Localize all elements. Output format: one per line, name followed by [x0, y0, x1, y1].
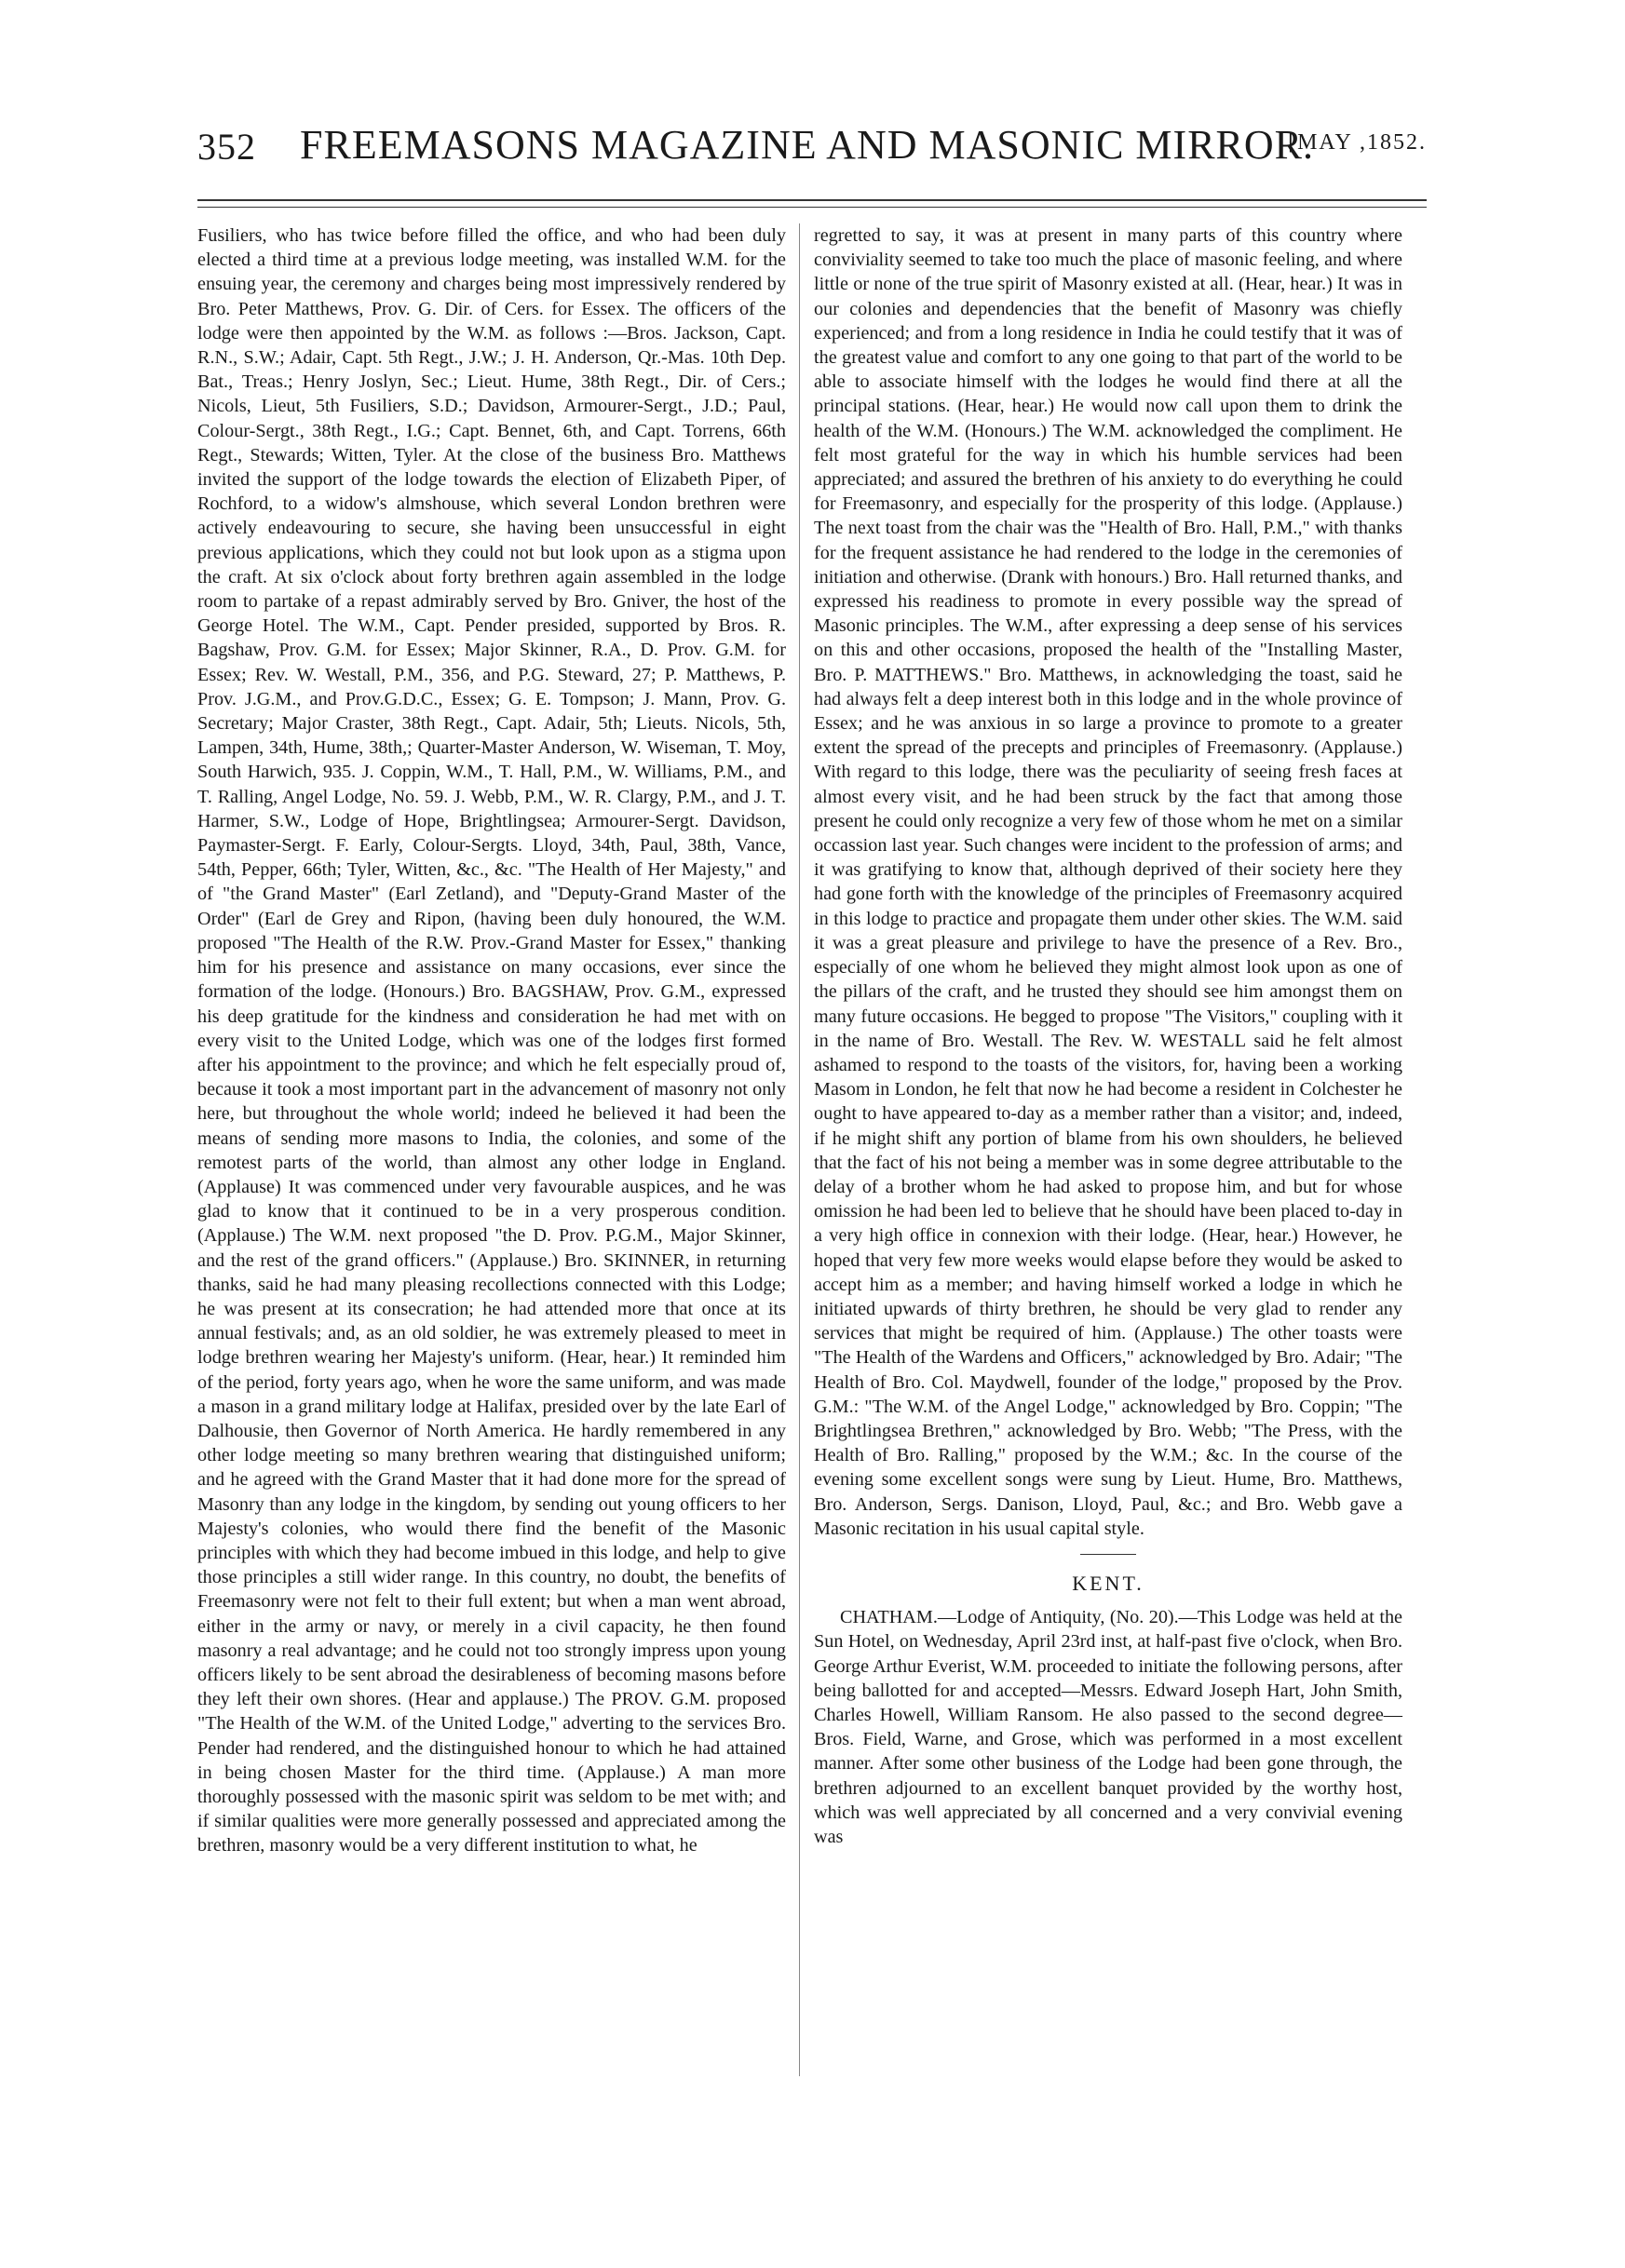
left-column-paragraph: Fusiliers, who has twice before filled the office, and who had been duly elected a third time at a previous lodge meeting, was installed W.M. for the ensuing year, the ceremony and charges being most impressively rendered by Bro. Peter Matthews, Prov. G. Dir. of Cers. for Essex. The officers of the lodge were then appointed by the W.M. as follows :—Bros. Jackson, Capt. R.N., S.W.; Adair, Capt. 5th Regt., J.W.; J. H. Anderson, Qr.-Mas. 10th Dep. Bat., Treas.; Henry Joslyn, Sec.; Lieut. Hume, 38th Regt., Dir. of Cers.; Nicols, Lieut, 5th Fusiliers, S.D.; Davidson, Armourer-Sergt., J.D.; Paul, Colour-Sergt., 38th Regt., I.G.; Capt. Bennet, 6th, and Capt. Torrens, 66th Regt., Stewards; Witten, Tyler. At the close of the business Bro. Matthews invited the support of the lodge towards the election of Elizabeth Piper, of Rochford, to a widow's almshouse, which several London brethren were actively endeavouring to secure, she having been unsuccessful in eight previous applications, which they could not but look upon as a stigma upon the craft. At six o'clock about forty brethren again assembled in the lodge room to partake of a repast admirably served by Bro. Gniver, the host of the George Hotel. The W.M., Capt. Pender presided, supported by Bros. R. Bagshaw, Prov. G.M. for Essex; Major Skinner, R.A., D. Prov. G.M. for Essex; Rev. W. Westall, P.M., 356, and P.G. Steward, 27; P. Matthews, P. Prov. J.G.M., and Prov.G.D.C., Essex; G. E. Tompson; J. Mann, Prov. G. Secretary; Major Craster, 38th Regt., Capt. Adair, 5th; Lieuts. Nicols, 5th, Lampen, 34th, Hume, 38th,; Quarter-Master Anderson, W. Wiseman, T. Moy, South Harwich, 935. J. Coppin, W.M., T. Hall, P.M., W. Williams, P.M., and T. Ralling, Angel Lodge, No. 59. J. Webb, P.M., W. R. Clargy, P.M., and J. T. Harmer, S.W., Lodge of Hope, Brightlingsea; Armourer-Sergt. Davidson, Paymaster-Sergt. F. Early, Colour-Sergts. Lloyd, 34th, Paul, 38th, Vance, 54th, Pepper, 66th; Tyler, Witten, &c., &c. "The Health of Her Majesty," and of "the Grand Master" (Earl Zetland), and "Deputy-Grand Master of the Order" (Earl de Grey and Ripon, (having been duly honoured, the W.M. proposed "The Health of the R.W. Prov.-Grand Master for Essex," thanking him for his presence and assistance on many occasions, ever since the formation of the lodge. (Honours.) Bro. BAGSHAW, Prov. G.M., expressed his deep gratitude for the kindness and consideration he had met with on every visit to the United Lodge, which was one of the lodges first formed after his appointment to the province; and which he felt especially proud of, because it took a most important part in the advancement of masonry not only here, but throughout the whole world; indeed he believed it had been the means of sending more masons to India, the colonies, and some of the remotest parts of the world, than almost any other lodge in England. (Applause) It was commenced under very favourable auspices, and he was glad to know that it continued to be in a very prosperous condition. (Applause.) The W.M. next proposed "the D. Prov. P.G.M., Major Skinner, and the rest of the grand officers." (Applause.) Bro. SKINNER, in returning thanks, said he had many pleasing recollections connected with this Lodge; he was present at its consecration; he had attended more that once at its annual festivals; and, as an old soldier, he was extremely pleased to meet in lodge brethren wearing her Majesty's uniform. (Hear, hear.) It reminded him of the period, forty years ago, when he wore the same uniform, and was made a mason in a grand military lodge at Halifax, presided over by the late Earl of Dalhousie, then Governor of North America. He hardly remembered in any other lodge meeting so many brethren wearing that distinguished uniform; and he agreed with the Grand Master that it had done more for the spread of Masonry than any lodge in the kingdom, by sending out young officers to her Majesty's colonies, who would there find the benefit of the Masonic principles with which they had become imbued in this lodge, and help to give those principles a still wider range. In this country, no doubt, the benefits of Freemasonry were not felt to their full extent; but when a man went abroad, either in the army or navy, or merely in a civil capacity, he then found masonry a real advantage; and he could not too strongly impress upon young officers likely to be sent abroad the desirableness of becoming masons before they left their own shores. (Hear and applause.) The PROV. G.M. proposed "The Health of the W.M. of the United Lodge," adverting to the services Bro. Pender had rendered, and the distinguished honour to which he had attained in being chosen Master for the third time. (Applause.) A man more thoroughly possessed with the masonic spirit was seldom to be met with; and if similar qualities were more generally possessed and appreciated among the brethren, masonry would be a very different institution to what, he: [197, 225, 786, 1856]
issue-date: [MAY ,1852.: [1288, 130, 1427, 155]
right-column: [814, 223, 1402, 1849]
page-header: [197, 112, 1427, 177]
header-rule-bottom: [197, 207, 1427, 208]
chatham-report-paragraph: CHATHAM.—Lodge of Antiquity, (No. 20).—This Lodge was held at the Sun Hotel, on Wednesday, April 23rd inst, at half-past five o'clock, when Bro. George Arthur Everist, W.M. proceeded to initiate the following persons, after being ballotted for and accepted—Messrs. Edward Joseph Hart, John Smith, Charles Howell, William Ransom. He also passed to the second degree—Bros. Field, Warne, and Grose, which was performed in a most excellent manner. After some other business of the Lodge had been gone through, the brethren adjourned to an excellent banquet provided by the worthy host, which was well appreciated by all concerned and a very convivial evening was: [814, 1607, 1402, 1847]
right-column-paragraph: regretted to say, it was at present in many parts of this country where conviviality seemed to take too much the place of masonic feeling, and where little or none of the true spirit of Masonry existed at all. (Hear, hear.) It was in our colonies and dependencies that the benefit of Masonry was chiefly experienced; and from a long residence in India he could testify that it was of the greatest value and comfort to any one going to that part of the world to be able to associate himself with the lodges he would find there at all the principal stations. (Hear, hear.) He would now call upon them to drink the health of the W.M. (Honours.) The W.M. acknowledged the compliment. He felt most grateful for the way in which his humble services had been appreciated; and assured the brethren of his anxiety to do everything he could for Freemasonry, and especially for the prosperity of this lodge. (Applause.) The next toast from the chair was the "Health of Bro. Hall, P.M.," with thanks for the frequent assistance he had rendered to the lodge in the ceremonies of initiation and otherwise. (Drank with honours.) Bro. Hall returned thanks, and expressed his readiness to promote in every possible way the spread of Masonic principles. The W.M., after expressing a deep sense of his services on this and other occasions, proposed the health of the "Installing Master, Bro. P. MATTHEWS." Bro. Matthews, in acknowledging the toast, said he had always felt a deep interest both in this lodge and in the whole province of Essex; and he was anxious in so large a province to promote to a greater extent the spread of the precepts and principles of Freemasonry. (Applause.) With regard to this lodge, there was the peculiarity of seeing fresh faces at almost every visit, and he had been struck by the fact that among those present he could only recognize a very few of those whom he met on a similar occassion last year. Such changes were incident to the profession of arms; and it was gratifying to know that, although deprived of their society here they had gone forth with the knowledge of the principles of Freemasonry acquired in this lodge to practice and propagate them under other skies. The W.M. said it was a great pleasure and privilege to have the presence of a Rev. Bro., especially of one whom he believed they might almost look upon as one of the pillars of the craft, and he trusted they should see him amongst them on many future occasions. He begged to propose "The Visitors," coupling with it in the name of Bro. Westall. The Rev. W. WESTALL said he felt almost ashamed to respond to the toasts of the visitors, for, having been a working Masom in London, he felt that now he had become a resident in Colchester he ought to have appeared to-day as a member rather than a visitor; and, indeed, if he might shift any portion of blame from his own shoulders, he believed that the fact of his not being a member was in some degree attributable to the delay of a brother whom he had asked to propose him, and but for whose omission he had been led to believe that he should have been placed to-day in a very high office in connexion with their lodge. (Hear, hear.) However, he hoped that very few more weeks would elapse before they would be asked to accept him as a member; and having himself worked a lodge in which he initiated upwards of thirty brethren, he should be very glad to render any services that might be required of him. (Applause.) The other toasts were "The Health of the Wardens and Officers," acknowledged by Bro. Adair; "The Health of Bro. Col. Maydwell, founder of the lodge," proposed by the Prov. G.M.: "The W.M. of the Angel Lodge," acknowledged by Bro. Coppin; "The Brightlingsea Brethren," acknowledged by Bro. Webb; "The Press, with the Health of Bro. Ralling," proposed by the W.M.; &c. In the course of the evening some excellent songs were sung by Lieut. Hume, Bro. Matthews, Bro. Anderson, Sergs. Danison, Lloyd, Paul, &c.; and Bro. Webb gave a Masonic recitation in his usual capital style.: [814, 225, 1402, 1539]
header-rule-top: [197, 199, 1427, 201]
column-divider: [799, 223, 800, 2076]
left-column: [197, 223, 786, 1858]
section-divider: [1080, 1554, 1136, 1555]
page-number: 352: [197, 126, 256, 168]
magazine-title: FREEMASONS MAGAZINE AND MASONIC MIRROR.: [300, 122, 1315, 168]
section-heading-kent: KENT.: [1072, 1571, 1144, 1595]
